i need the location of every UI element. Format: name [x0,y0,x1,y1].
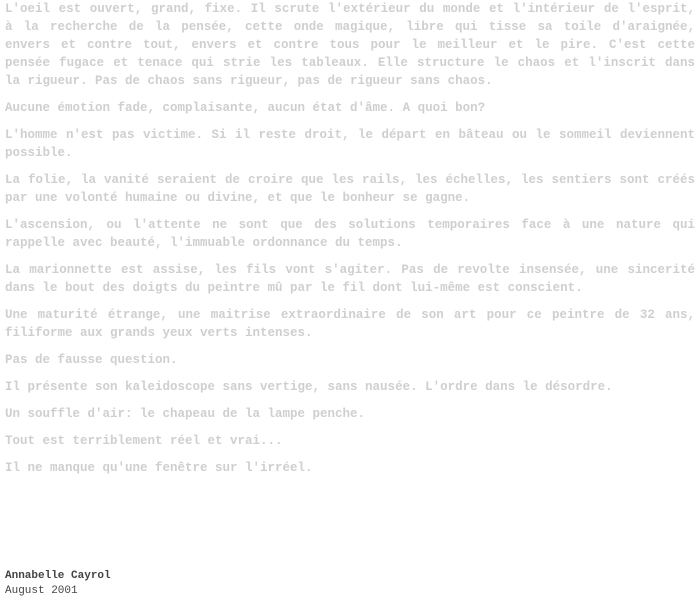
author-name: Annabelle Cayrol [5,570,111,582]
signature-block [5,569,111,599]
essay-body [5,0,695,486]
paragraph-4: La folie, la vanité seraient de croire que les rails, les échelles, les sentiers sont créés par une volonté humaine ou divine, et que le bonheur se gagne. [5,173,695,205]
paragraph-7: Une maturité étrange, une maitrise extraordinaire de son art pour ce peintre de 32 ans, filiforme aux grands yeux verts intenses. [5,308,695,340]
paragraph-8: Pas de fausse question. [5,353,178,367]
paragraph-10: Un souffle d'air: le chapeau de la lampe penche. [5,407,366,421]
paragraph-1: L'oeil est ouvert, grand, fixe. Il scrute l'extérieur du monde et l'intérieur de l'esprit, à la recherche de la pensée, cette onde magique, libre qui tisse sa toile d'araignée, envers et contre tout, envers et contre tous pour le meilleur et le pire. C'est cette pensée fugace et tenace qui strie les tableaux. Elle structure le chaos et l'inscrit dans la rigueur. Pas de chaos sans rigueur, pas de rigueur sans chaos. [5,2,695,88]
paragraph-6: La marionnette est assise, les fils vont s'agiter. Pas de revolte insensée, une sincerité dans le bout des doigts du peintre mû par le fil dont lui-même est conscient. [5,263,695,295]
paragraph-3: L'homme n'est pas victime. Si il reste droit, le départ en bâteau ou le sommeil deviennent possible. [5,128,695,160]
signature-date: August 2001 [5,585,78,597]
paragraph-11: Tout est terriblement réel et vrai... [5,434,283,448]
paragraph-5: L'ascension, ou l'attente ne sont que des solutions temporaires face à une nature qui rappelle avec beauté, l'immuable ordonnance du temps. [5,218,695,250]
paragraph-9: Il présente son kaleidoscope sans vertige, sans nausée. L'ordre dans le désordre. [5,380,613,394]
paragraph-12: Il ne manque qu'une fenêtre sur l'irréel. [5,461,313,475]
paragraph-2: Aucune émotion fade, complaisante, aucun état d'âme. A quoi bon? [5,101,486,115]
